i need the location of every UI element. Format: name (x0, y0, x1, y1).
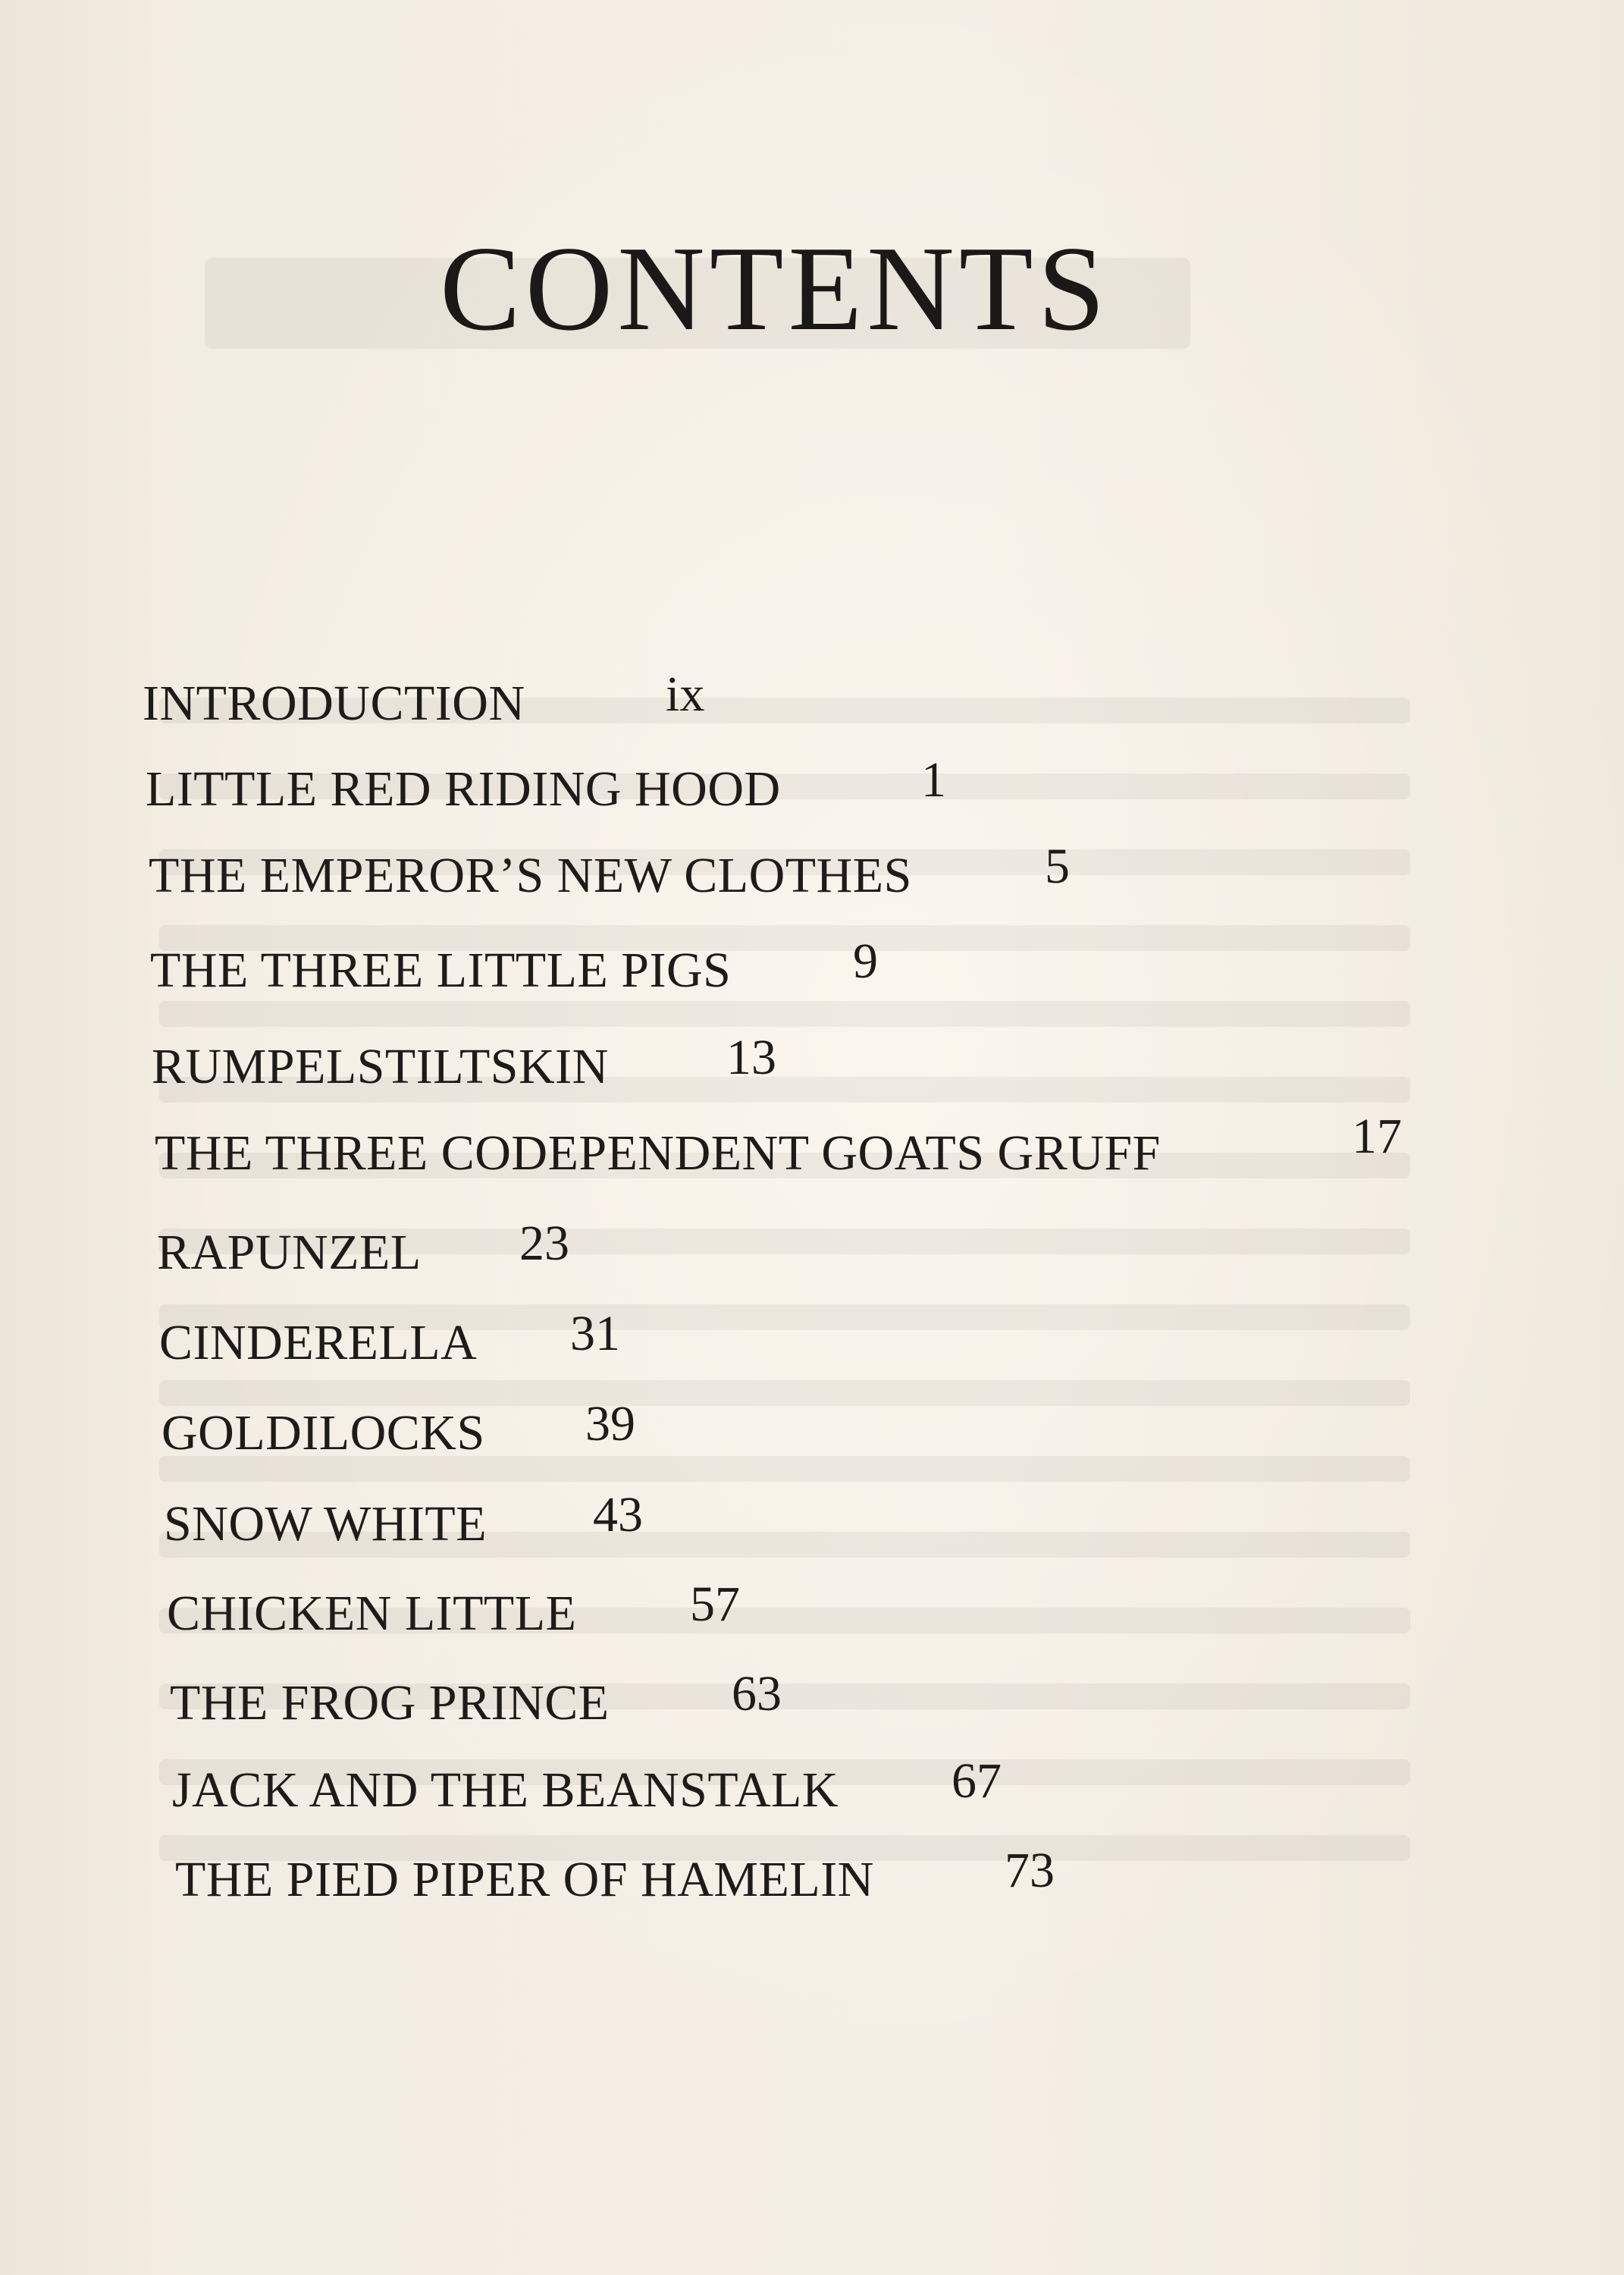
toc-entry-title: JACK AND THE BEANSTALK (172, 1762, 839, 1818)
toc-entry-title: THE THREE LITTLE PIGS (150, 943, 732, 998)
toc-entry-page-number: 17 (1352, 1109, 1402, 1164)
toc-entry-page-number: 13 (726, 1030, 776, 1085)
toc-entry-title: GOLDILOCKS (161, 1405, 485, 1461)
toc-entry-title: THE PIED PIPER OF HAMELIN (175, 1852, 874, 1907)
page-title: CONTENTS (440, 221, 1110, 356)
toc-entry-title: INTRODUCTION (143, 676, 525, 731)
toc-entry-page-number: 63 (732, 1666, 782, 1721)
toc-entry-title: THE THREE CODEPENDENT GOATS GRUFF (155, 1125, 1161, 1181)
toc-entry-title: CINDERELLA (159, 1315, 478, 1370)
toc-entry-title: THE FROG PRINCE (170, 1675, 610, 1731)
toc-entry-page-number: 73 (1005, 1843, 1055, 1898)
toc-entry-title: CHICKEN LITTLE (167, 1586, 577, 1641)
toc-entry-title: RUMPELSTILTSKIN (152, 1039, 609, 1094)
toc-entry-title: THE EMPEROR’S NEW CLOTHES (149, 848, 912, 903)
toc-entry-page-number: 43 (593, 1487, 643, 1542)
toc-entry-page-number: 9 (853, 934, 878, 989)
toc-entry-page-number: ix (666, 667, 705, 722)
toc-entry-page-number: 31 (570, 1306, 620, 1361)
toc-entry-title: LITTLE RED RIDING HOOD (146, 761, 781, 817)
toc-entry-title: RAPUNZEL (157, 1225, 422, 1280)
toc-entry-page-number: 39 (585, 1396, 635, 1451)
toc-entry-page-number: 1 (921, 752, 946, 808)
toc-entry-page-number: 67 (952, 1753, 1002, 1809)
toc-entry-page-number: 23 (519, 1216, 569, 1271)
toc-entry-page-number: 5 (1045, 839, 1070, 894)
toc-entry-title: SNOW WHITE (164, 1496, 488, 1552)
toc-entry-page-number: 57 (690, 1577, 740, 1632)
